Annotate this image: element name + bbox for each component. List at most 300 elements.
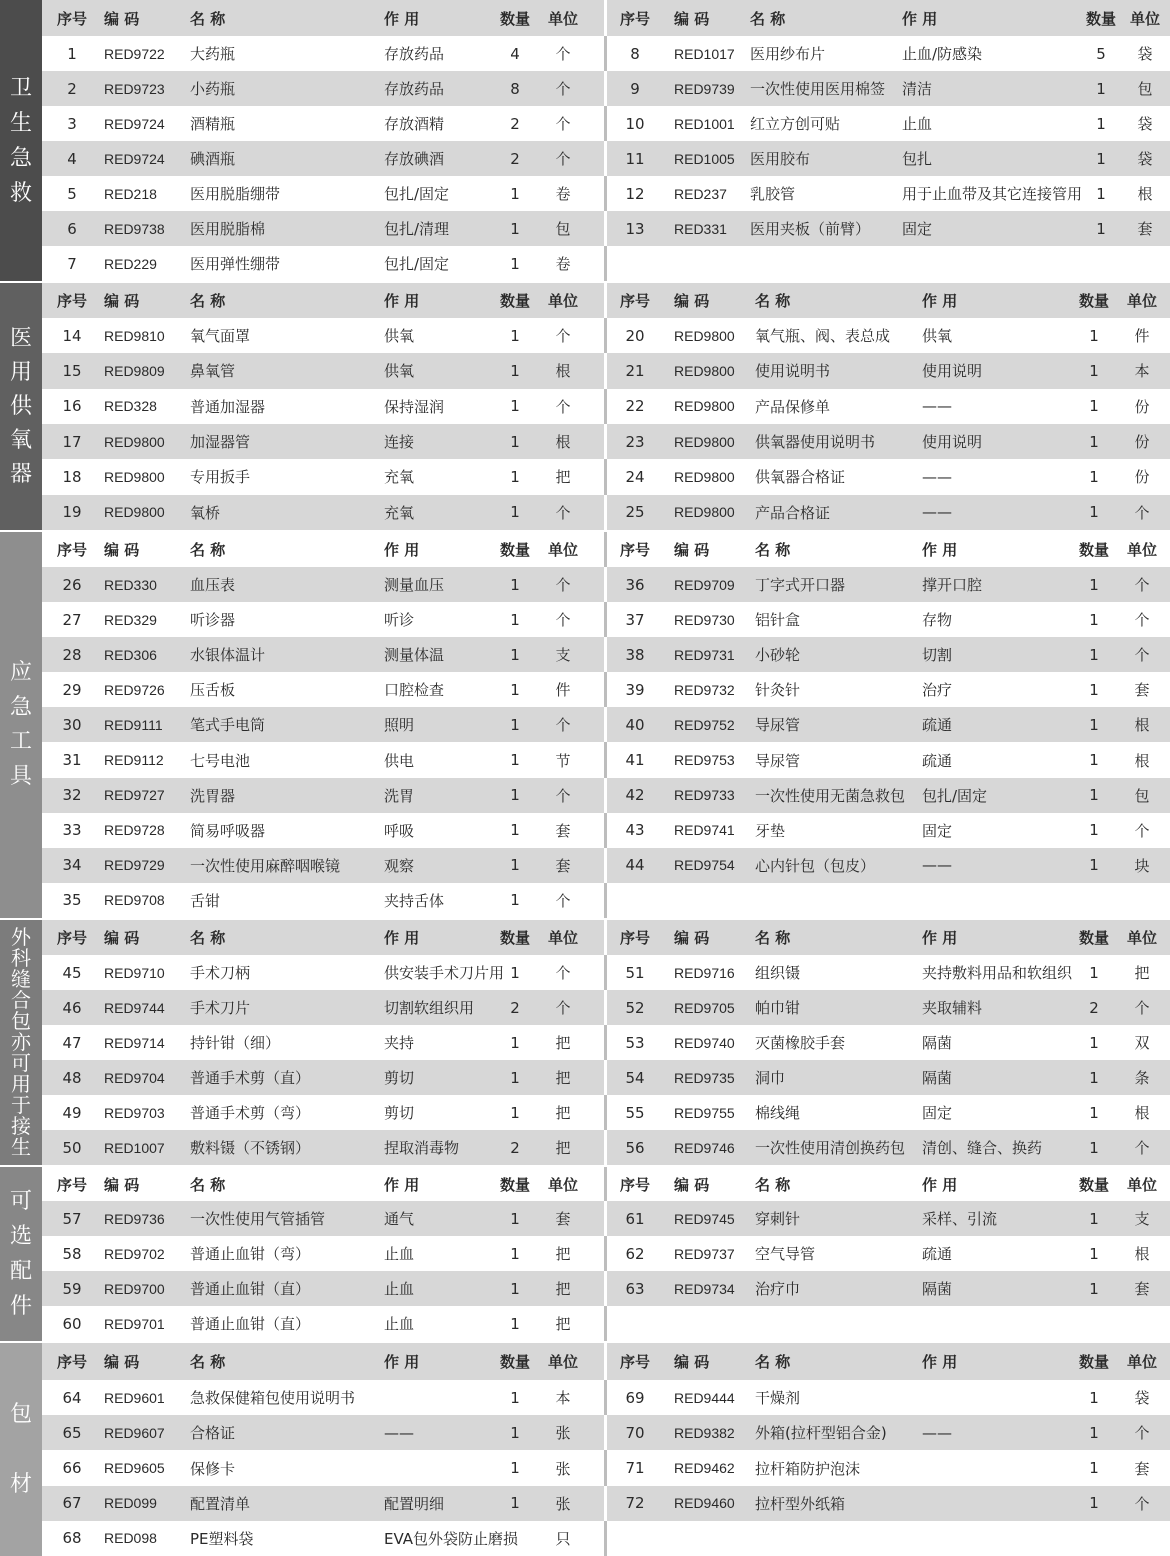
item-unit: 把 bbox=[555, 1315, 571, 1333]
column-header-number: 序号 bbox=[619, 1353, 650, 1371]
section-sidebar bbox=[0, 1167, 42, 1341]
column-header-unit: 单位 bbox=[1126, 541, 1157, 559]
column-header-name: 名 称 bbox=[755, 929, 791, 947]
left-item bbox=[42, 353, 604, 388]
item-purpose: 切割软组织用 bbox=[384, 999, 475, 1017]
item-unit: 张 bbox=[555, 1494, 571, 1513]
item-name: 牙垫 bbox=[755, 821, 786, 840]
left-item bbox=[42, 602, 604, 637]
item-code: RED9704 bbox=[104, 1069, 165, 1086]
item-purpose: 清创、缝合、换药 bbox=[922, 1139, 1043, 1157]
column-header-number: 序号 bbox=[56, 541, 87, 559]
item-quantity: 1 bbox=[510, 361, 520, 380]
item-unit: 套 bbox=[1137, 220, 1153, 238]
column-header-name: 名 称 bbox=[750, 9, 786, 28]
column-header-purpose: 作 用 bbox=[384, 1353, 420, 1371]
item-name: 水银体温计 bbox=[190, 646, 266, 665]
right-item bbox=[604, 1025, 1170, 1060]
item-number: 1 bbox=[67, 44, 77, 63]
item-number: 2 bbox=[67, 79, 77, 98]
item-quantity: 1 bbox=[1089, 1103, 1099, 1122]
item-name: 急救保健箱包使用说明书 bbox=[190, 1389, 356, 1408]
column-header-row bbox=[42, 532, 1170, 567]
item-code: RED328 bbox=[104, 398, 157, 415]
item-unit: 根 bbox=[555, 362, 571, 381]
right-item bbox=[604, 778, 1170, 813]
section-table bbox=[42, 1167, 1170, 1341]
item-code: RED9800 bbox=[104, 468, 165, 485]
right-item bbox=[604, 1271, 1170, 1306]
item-purpose: 固定 bbox=[922, 1104, 953, 1122]
item-number: 34 bbox=[62, 856, 82, 875]
right-item bbox=[604, 36, 1170, 71]
item-quantity: 1 bbox=[510, 1314, 520, 1333]
item-purpose: 剪切 bbox=[384, 1069, 415, 1087]
item-code: RED9733 bbox=[674, 787, 735, 804]
item-purpose: 切割 bbox=[922, 646, 953, 665]
column-header-code: 编 码 bbox=[104, 1175, 140, 1194]
section-table bbox=[42, 1343, 1170, 1556]
table-row bbox=[42, 106, 1170, 141]
table-row bbox=[42, 813, 1170, 848]
item-purpose: —— bbox=[922, 397, 952, 416]
item-unit: 把 bbox=[555, 1104, 571, 1122]
table-row bbox=[42, 389, 1170, 424]
item-purpose: —— bbox=[922, 503, 952, 522]
item-code: RED9708 bbox=[104, 892, 165, 909]
left-column-headers bbox=[42, 1343, 604, 1380]
item-purpose: 连接 bbox=[384, 433, 415, 452]
item-quantity: 1 bbox=[510, 1388, 520, 1407]
item-code: RED098 bbox=[104, 1530, 157, 1547]
item-number: 70 bbox=[625, 1423, 645, 1442]
item-name: 一次性使用清创换药包 bbox=[755, 1139, 906, 1157]
left-item bbox=[42, 71, 604, 106]
item-name: 普通手术剪（弯） bbox=[190, 1104, 311, 1122]
item-code: RED331 bbox=[674, 220, 727, 237]
item-purpose: 使用说明 bbox=[922, 362, 983, 381]
item-code: RED9737 bbox=[674, 1245, 735, 1262]
column-header-name: 名 称 bbox=[755, 1175, 791, 1194]
column-header-quantity: 数量 bbox=[1078, 1353, 1109, 1371]
item-code: RED9714 bbox=[104, 1034, 165, 1051]
column-header-name: 名 称 bbox=[755, 1353, 791, 1371]
item-number: 11 bbox=[625, 149, 645, 168]
item-number: 50 bbox=[62, 1138, 82, 1157]
item-name: 组织镊 bbox=[755, 964, 801, 982]
item-name: 舌钳 bbox=[190, 891, 221, 910]
item-quantity: 2 bbox=[510, 114, 520, 133]
item-unit: 个 bbox=[555, 503, 571, 522]
empty-item bbox=[604, 1306, 1170, 1341]
item-unit: 把 bbox=[555, 1034, 571, 1052]
column-header-quantity: 数量 bbox=[499, 9, 530, 28]
item-unit: 个 bbox=[1134, 646, 1150, 665]
item-name: 医用弹性绷带 bbox=[190, 255, 281, 273]
surgical-suture-kit-section bbox=[0, 920, 1170, 1165]
item-purpose: 夹持舌体 bbox=[384, 891, 445, 910]
item-quantity: 1 bbox=[1096, 149, 1106, 168]
item-quantity: 8 bbox=[510, 79, 520, 98]
item-code: RED9709 bbox=[674, 576, 735, 593]
right-item bbox=[604, 1060, 1170, 1095]
item-code: RED9462 bbox=[674, 1460, 735, 1476]
right-item bbox=[604, 955, 1170, 990]
item-unit: 把 bbox=[555, 1280, 571, 1298]
item-number: 41 bbox=[625, 751, 645, 770]
item-purpose: 清洁 bbox=[902, 80, 933, 98]
item-number: 51 bbox=[625, 963, 645, 982]
item-code: RED9754 bbox=[674, 857, 735, 874]
table-row bbox=[42, 1306, 1170, 1341]
right-item bbox=[604, 567, 1170, 602]
item-code: RED9735 bbox=[674, 1069, 735, 1086]
table-row bbox=[42, 990, 1170, 1025]
column-header-code: 编 码 bbox=[674, 292, 710, 310]
item-number: 56 bbox=[625, 1138, 645, 1157]
item-quantity: 4 bbox=[510, 44, 520, 63]
item-purpose: 疏通 bbox=[922, 751, 953, 770]
item-number: 18 bbox=[62, 467, 82, 486]
item-name: 洞巾 bbox=[755, 1069, 786, 1087]
item-number: 44 bbox=[625, 856, 645, 875]
item-purpose: 存放药品 bbox=[384, 80, 445, 98]
item-quantity: 1 bbox=[510, 432, 520, 451]
left-item bbox=[42, 848, 604, 883]
item-number: 9 bbox=[630, 79, 640, 98]
column-header-code: 编 码 bbox=[104, 292, 140, 310]
item-name: 普通止血钳（直） bbox=[190, 1315, 311, 1333]
item-number: 26 bbox=[62, 575, 82, 594]
item-name: PE塑料袋 bbox=[190, 1529, 254, 1548]
item-number: 32 bbox=[62, 786, 82, 805]
item-quantity: 1 bbox=[1089, 821, 1099, 840]
item-name: 手术刀片 bbox=[190, 999, 251, 1017]
right-item bbox=[604, 389, 1170, 424]
item-quantity: 1 bbox=[1089, 432, 1099, 451]
item-unit: 袋 bbox=[1137, 150, 1153, 168]
item-name: 普通止血钳（直） bbox=[190, 1280, 311, 1298]
item-number: 5 bbox=[67, 184, 77, 203]
item-unit: 个 bbox=[555, 786, 571, 805]
item-code: RED9800 bbox=[674, 433, 735, 450]
item-quantity: 1 bbox=[510, 1033, 520, 1052]
section-label: 医用供氧器 bbox=[9, 325, 32, 487]
left-item bbox=[42, 176, 604, 211]
left-item bbox=[42, 813, 604, 848]
item-code: RED9716 bbox=[674, 964, 735, 981]
item-unit: 个 bbox=[1134, 821, 1150, 840]
left-column-headers bbox=[42, 532, 604, 567]
item-unit: 只 bbox=[555, 1529, 571, 1548]
column-header-name: 名 称 bbox=[190, 292, 226, 310]
item-code: RED306 bbox=[104, 646, 157, 663]
left-item bbox=[42, 1521, 604, 1556]
column-header-unit: 单位 bbox=[1126, 1353, 1157, 1371]
column-header-number: 序号 bbox=[56, 292, 87, 310]
item-unit: 套 bbox=[555, 856, 571, 875]
column-header-code: 编 码 bbox=[104, 929, 140, 947]
item-number: 20 bbox=[625, 326, 645, 345]
item-name: 医用脱脂绷带 bbox=[190, 185, 281, 203]
item-purpose: 使用说明 bbox=[922, 433, 983, 452]
column-header-number: 序号 bbox=[619, 9, 650, 28]
item-unit: 包 bbox=[1137, 80, 1153, 98]
item-unit: 袋 bbox=[1137, 45, 1153, 63]
item-number: 21 bbox=[625, 361, 645, 380]
item-unit: 个 bbox=[555, 611, 571, 630]
left-item bbox=[42, 459, 604, 494]
column-header-code: 编 码 bbox=[104, 541, 140, 559]
item-code: RED9753 bbox=[674, 752, 735, 769]
item-quantity: 1 bbox=[1089, 1138, 1099, 1157]
item-code: RED9739 bbox=[674, 80, 735, 97]
item-quantity: 5 bbox=[1096, 44, 1106, 63]
item-purpose: 听诊 bbox=[384, 611, 415, 630]
item-quantity: 1 bbox=[1089, 1388, 1099, 1407]
section-label: 可选配件 bbox=[9, 1189, 32, 1319]
item-number: 17 bbox=[62, 432, 82, 451]
left-item bbox=[42, 495, 604, 530]
item-purpose: —— bbox=[922, 1423, 952, 1442]
item-quantity bbox=[495, 1521, 535, 1556]
table-row bbox=[42, 353, 1170, 388]
item-quantity: 1 bbox=[510, 1279, 520, 1298]
item-quantity: 1 bbox=[510, 715, 520, 734]
item-name: 专用扳手 bbox=[190, 468, 251, 487]
item-purpose: 包扎 bbox=[902, 150, 933, 168]
column-header-row bbox=[42, 920, 1170, 955]
item-code: RED9800 bbox=[674, 504, 735, 521]
item-unit: 套 bbox=[1134, 681, 1150, 700]
column-header-number: 序号 bbox=[56, 1353, 87, 1371]
item-number: 63 bbox=[625, 1279, 645, 1298]
item-number: 62 bbox=[625, 1244, 645, 1263]
item-unit: 张 bbox=[555, 1424, 571, 1443]
table-row bbox=[42, 36, 1170, 71]
item-code: RED9731 bbox=[674, 646, 735, 663]
left-item bbox=[42, 1306, 604, 1341]
item-quantity: 1 bbox=[510, 219, 520, 238]
item-code: RED9746 bbox=[674, 1139, 735, 1156]
item-number: 60 bbox=[62, 1314, 82, 1333]
item-quantity: 2 bbox=[1089, 998, 1099, 1017]
item-purpose: 止血 bbox=[384, 1245, 415, 1263]
item-code: RED9382 bbox=[674, 1424, 735, 1441]
column-header-purpose: 作 用 bbox=[922, 541, 958, 559]
column-header-row bbox=[42, 1343, 1170, 1380]
item-name: 碘酒瓶 bbox=[190, 150, 236, 168]
table-row bbox=[42, 495, 1170, 530]
table-row bbox=[42, 883, 1170, 918]
item-name: 红立方创可贴 bbox=[750, 115, 841, 133]
item-name: 产品保修单 bbox=[755, 397, 831, 416]
item-purpose: 撑开口腔 bbox=[922, 576, 983, 595]
item-code: RED9728 bbox=[104, 822, 165, 839]
table-row bbox=[42, 1025, 1170, 1060]
item-number: 27 bbox=[62, 610, 82, 629]
item-number: 33 bbox=[62, 821, 82, 840]
item-quantity: 1 bbox=[1096, 79, 1106, 98]
item-code: RED9702 bbox=[104, 1245, 165, 1262]
right-item bbox=[604, 707, 1170, 742]
item-purpose: 包扎/固定 bbox=[384, 185, 450, 203]
left-item bbox=[42, 707, 604, 742]
right-item bbox=[604, 141, 1170, 176]
column-header-name: 名 称 bbox=[190, 1353, 226, 1371]
column-header-purpose: 作 用 bbox=[384, 929, 420, 947]
item-purpose: 固定 bbox=[902, 220, 933, 238]
item-name: 普通加湿器 bbox=[190, 397, 266, 416]
item-quantity: 1 bbox=[1089, 1209, 1099, 1228]
item-purpose: 包扎/固定 bbox=[384, 255, 450, 273]
item-purpose: 疏通 bbox=[922, 1245, 953, 1263]
left-item bbox=[42, 637, 604, 672]
item-code: RED9810 bbox=[104, 327, 165, 344]
item-number: 58 bbox=[62, 1244, 82, 1263]
item-purpose: 口腔检查 bbox=[384, 681, 445, 700]
right-item bbox=[604, 813, 1170, 848]
item-quantity: 1 bbox=[1089, 503, 1099, 522]
item-code: RED9800 bbox=[674, 362, 735, 379]
section-label: 卫生急救 bbox=[9, 75, 32, 206]
item-purpose: 呼吸 bbox=[384, 821, 415, 840]
table-row bbox=[42, 1521, 1170, 1556]
item-purpose: 包扎/清理 bbox=[384, 220, 450, 238]
item-unit: 袋 bbox=[1134, 1389, 1150, 1408]
item-quantity: 1 bbox=[510, 1423, 520, 1442]
right-column-headers bbox=[604, 0, 1170, 36]
item-number: 65 bbox=[62, 1423, 82, 1442]
left-item bbox=[42, 36, 604, 71]
item-quantity: 1 bbox=[1089, 397, 1099, 416]
item-unit: 个 bbox=[1134, 1424, 1150, 1443]
item-unit: 个 bbox=[555, 397, 571, 416]
item-unit: 张 bbox=[555, 1459, 571, 1478]
column-header-row bbox=[42, 1167, 1170, 1201]
item-quantity: 2 bbox=[510, 149, 520, 168]
table-row bbox=[42, 1130, 1170, 1165]
item-unit: 个 bbox=[1134, 503, 1150, 522]
column-header-row bbox=[42, 0, 1170, 36]
item-unit: 个 bbox=[555, 115, 571, 133]
left-item bbox=[42, 1415, 604, 1450]
item-number: 55 bbox=[625, 1103, 645, 1122]
empty-item bbox=[604, 883, 1170, 918]
column-header-unit: 单位 bbox=[1126, 1175, 1157, 1194]
column-header-purpose: 作 用 bbox=[922, 929, 958, 947]
item-number: 57 bbox=[62, 1209, 82, 1228]
medical-oxygen-supply-section bbox=[0, 283, 1170, 530]
item-number: 14 bbox=[62, 326, 82, 345]
column-header-quantity: 数量 bbox=[1078, 541, 1109, 559]
right-item bbox=[604, 1450, 1170, 1485]
item-number: 40 bbox=[625, 715, 645, 734]
item-purpose: 隔菌 bbox=[922, 1280, 953, 1298]
column-header-unit: 单位 bbox=[547, 1353, 578, 1371]
item-name: 灭菌橡胶手套 bbox=[755, 1034, 846, 1052]
item-code: RED9800 bbox=[674, 468, 735, 485]
column-header-number: 序号 bbox=[619, 1175, 650, 1194]
table-row bbox=[42, 848, 1170, 883]
item-name: 供氧器合格证 bbox=[755, 468, 846, 487]
item-purpose: 观察 bbox=[384, 856, 415, 875]
item-unit: 份 bbox=[1134, 468, 1150, 487]
column-header-name: 名 称 bbox=[190, 929, 226, 947]
item-code: RED9605 bbox=[104, 1460, 165, 1476]
item-code: RED9729 bbox=[104, 857, 165, 874]
item-unit: 把 bbox=[555, 1139, 571, 1157]
item-quantity: 1 bbox=[1089, 1459, 1099, 1477]
item-unit: 个 bbox=[555, 576, 571, 595]
item-number: 37 bbox=[625, 610, 645, 629]
item-code: RED9800 bbox=[104, 504, 165, 521]
item-name: 心内针包（包皮） bbox=[755, 856, 876, 875]
item-name: 拉杆型外纸箱 bbox=[755, 1494, 846, 1513]
left-item bbox=[42, 246, 604, 281]
item-unit: 个 bbox=[555, 150, 571, 168]
item-number: 47 bbox=[62, 1033, 82, 1052]
item-code: RED9460 bbox=[674, 1495, 735, 1512]
item-quantity: 1 bbox=[1089, 751, 1099, 770]
column-header-code: 编 码 bbox=[674, 929, 710, 947]
item-code: RED237 bbox=[674, 185, 727, 202]
item-name: 乳胶管 bbox=[750, 185, 796, 203]
section-label: 应急工具 bbox=[9, 660, 32, 789]
item-unit: 个 bbox=[555, 999, 571, 1017]
item-code: RED1005 bbox=[674, 150, 735, 167]
item-quantity: 1 bbox=[1089, 1279, 1099, 1298]
section-sidebar bbox=[0, 283, 42, 530]
item-code: RED9700 bbox=[104, 1280, 165, 1297]
column-header-quantity: 数量 bbox=[1078, 929, 1109, 947]
right-item bbox=[604, 602, 1170, 637]
item-unit: 件 bbox=[555, 681, 571, 700]
item-code: RED9710 bbox=[104, 964, 165, 981]
table-row bbox=[42, 1380, 1170, 1415]
item-code: RED1001 bbox=[674, 115, 735, 132]
item-unit: 套 bbox=[1134, 1280, 1150, 1298]
optional-accessories-section bbox=[0, 1167, 1170, 1341]
left-item bbox=[42, 883, 604, 918]
item-unit: 把 bbox=[555, 1069, 571, 1087]
item-code: RED9752 bbox=[674, 716, 735, 733]
item-code: RED218 bbox=[104, 185, 157, 202]
table-row bbox=[42, 1060, 1170, 1095]
item-number: 67 bbox=[62, 1494, 82, 1513]
left-item bbox=[42, 211, 604, 246]
item-code: RED330 bbox=[104, 576, 157, 593]
item-name: 治疗巾 bbox=[755, 1280, 801, 1298]
column-header-unit: 单位 bbox=[1126, 292, 1157, 310]
item-purpose: 用于止血带及其它连接管用 bbox=[902, 185, 1083, 203]
column-header-unit: 单位 bbox=[1129, 9, 1160, 28]
item-name: 供氧器使用说明书 bbox=[755, 433, 876, 452]
item-name: 导尿管 bbox=[755, 751, 801, 770]
section-sidebar bbox=[0, 920, 42, 1165]
item-name: 铝针盒 bbox=[755, 611, 801, 630]
item-quantity: 1 bbox=[1089, 680, 1099, 699]
item-number: 38 bbox=[625, 645, 645, 664]
item-code: RED229 bbox=[104, 255, 157, 272]
item-purpose: 采样、引流 bbox=[922, 1210, 998, 1228]
item-code: RED9727 bbox=[104, 787, 165, 804]
item-name: 简易呼吸器 bbox=[190, 821, 266, 840]
item-unit: 套 bbox=[555, 821, 571, 840]
item-name: 配置清单 bbox=[190, 1494, 251, 1513]
column-header-number: 序号 bbox=[619, 929, 650, 947]
item-purpose: 供安装手术刀片用 bbox=[384, 964, 505, 982]
